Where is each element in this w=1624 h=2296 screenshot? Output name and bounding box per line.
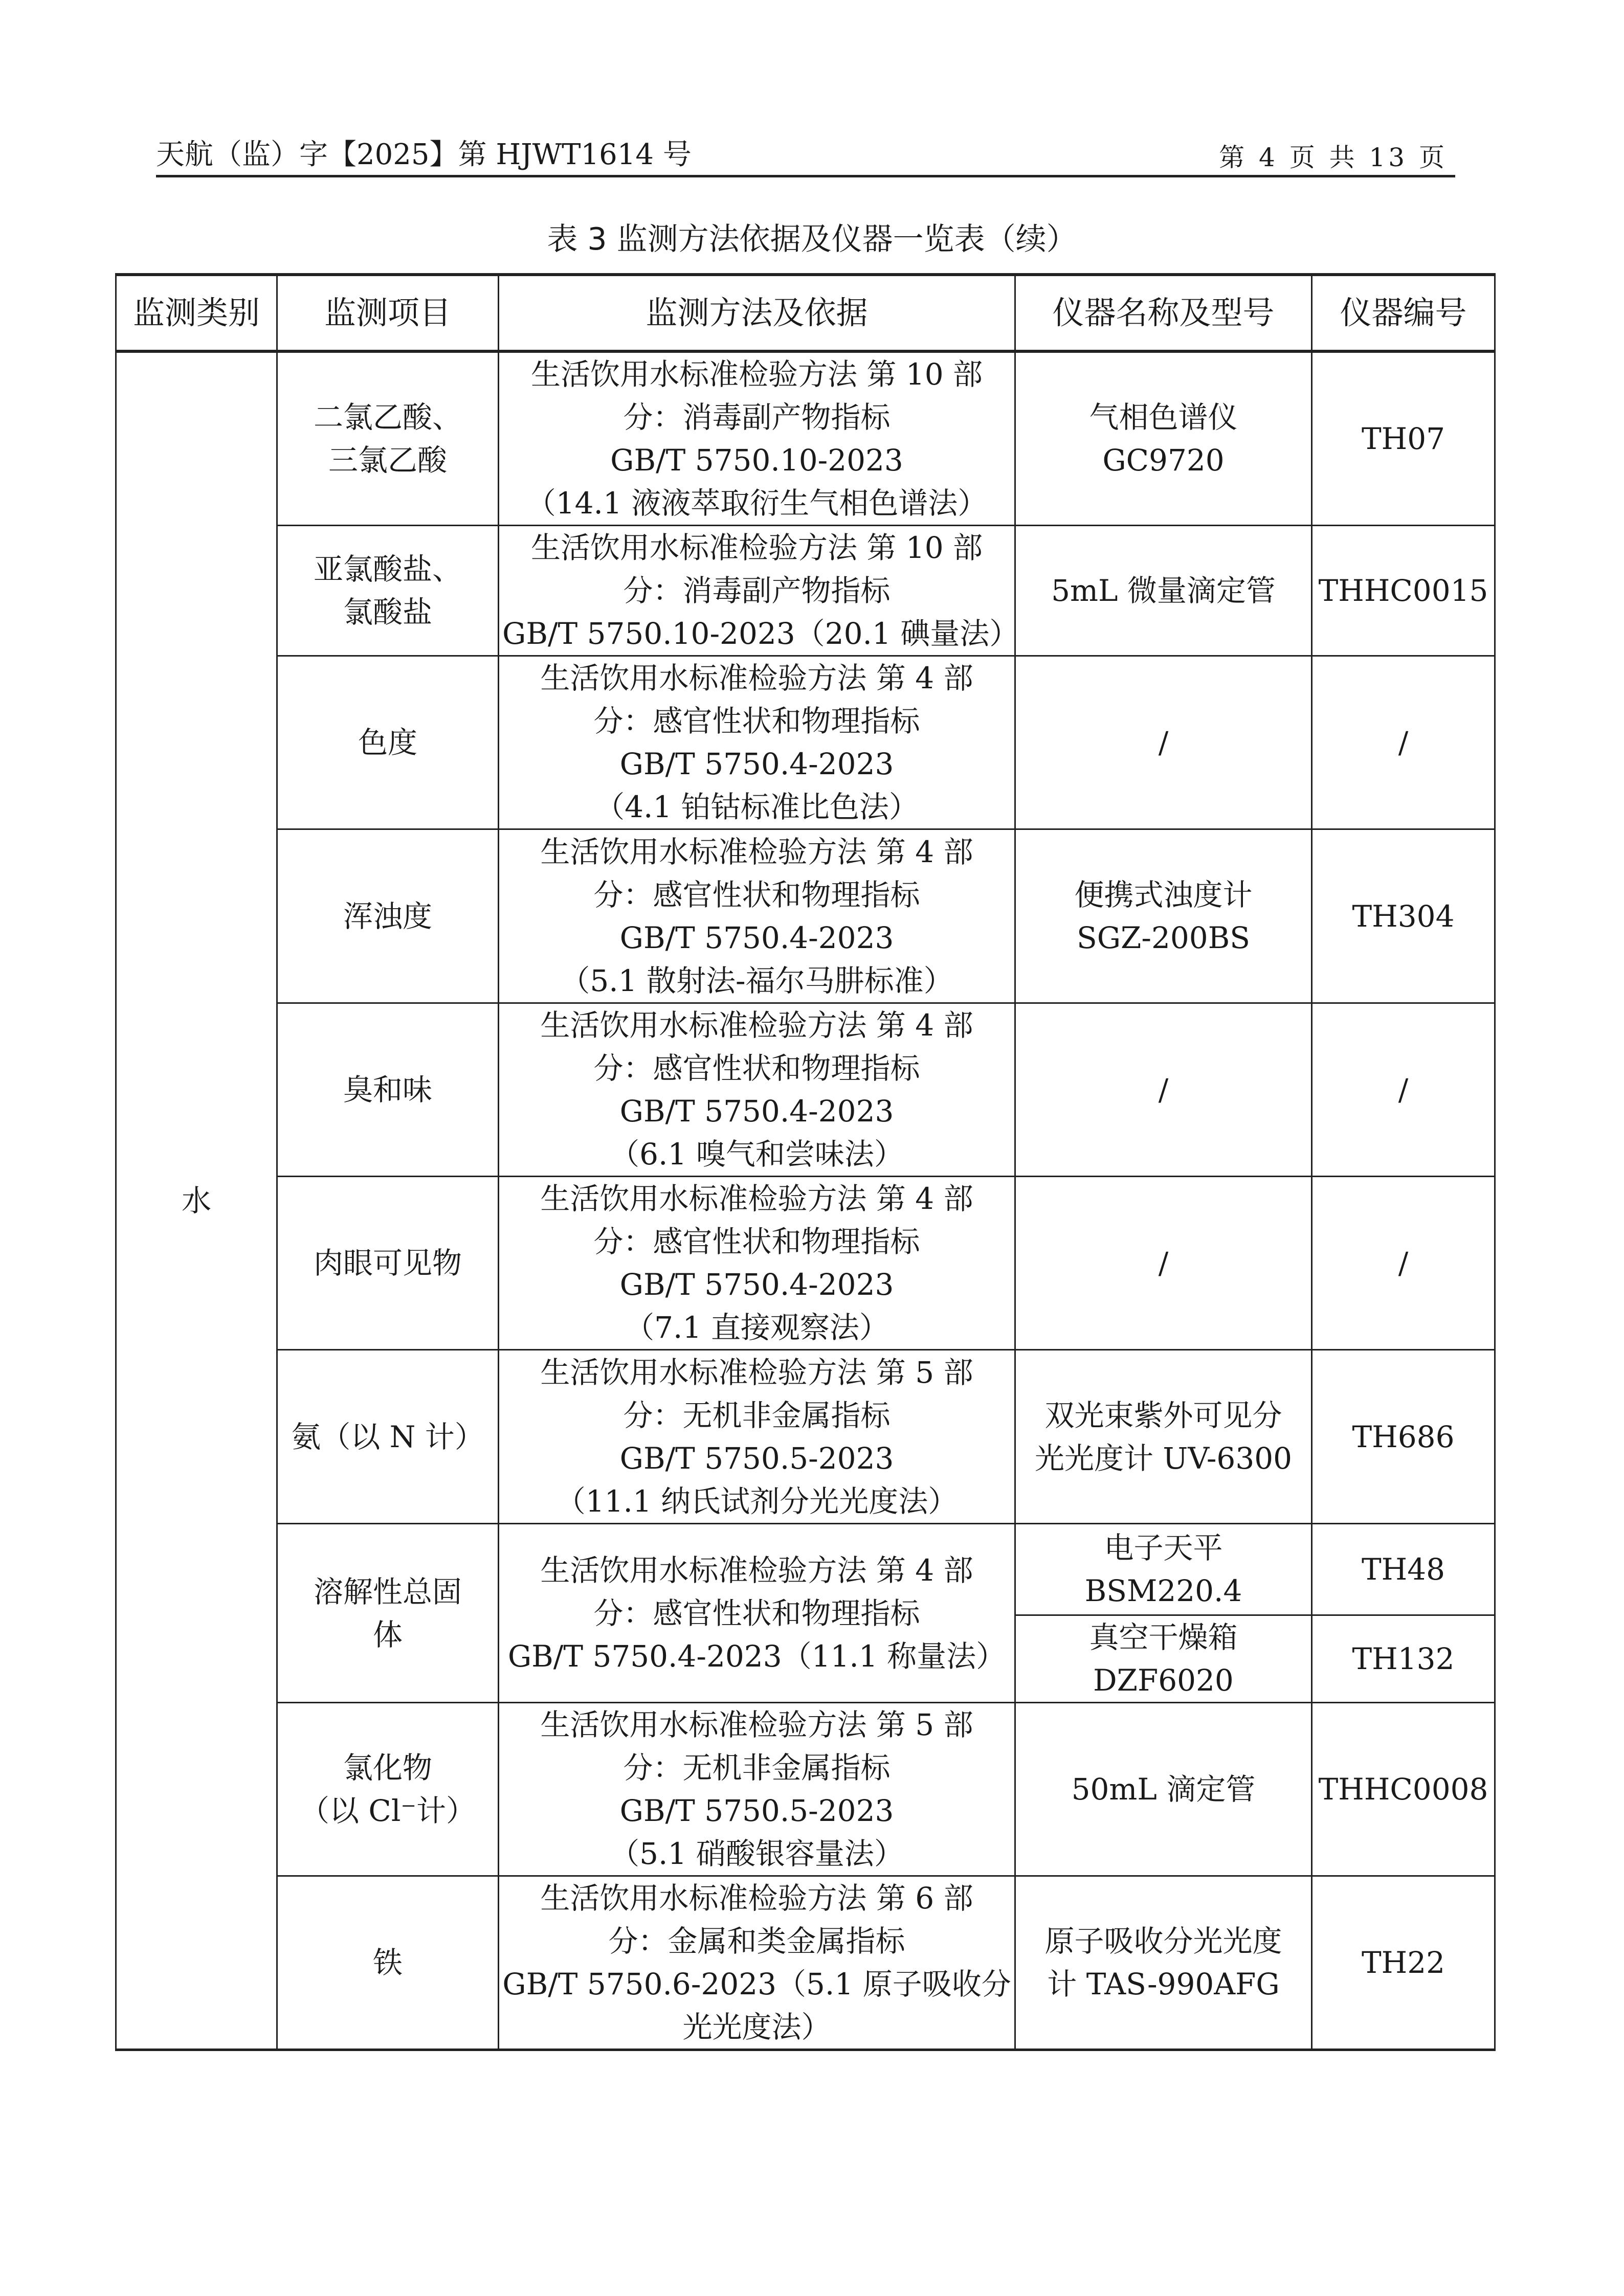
instrument-cell: 50mL 滴定管	[1015, 1703, 1312, 1876]
method-cell: 生活饮用水标准检验方法 第 4 部 分：感官性状和物理指标 GB/T 5750.4-2023 （6.1 嗅气和尝味法）	[499, 1003, 1015, 1177]
item-cell: 铁	[277, 1876, 499, 2050]
instrument-cell: /	[1015, 656, 1312, 829]
table-row	[116, 1177, 1495, 1350]
item-cell: 肉眼可见物	[277, 1177, 499, 1350]
header-divider	[156, 175, 1455, 177]
item-cell: 氯化物 （以 Cl⁻计）	[277, 1703, 499, 1876]
table-header-row	[116, 275, 1495, 351]
item-cell: 氨（以 N 计）	[277, 1350, 499, 1524]
method-cell: 生活饮用水标准检验方法 第 5 部 分：无机非金属指标 GB/T 5750.5-2023 （11.1 纳氏试剂分光光度法）	[499, 1350, 1015, 1524]
instrument-id-cell: TH07	[1312, 351, 1495, 526]
item-cell: 溶解性总固 体	[277, 1524, 499, 1703]
item-cell: 亚氯酸盐、 氯酸盐	[277, 526, 499, 656]
instrument-id-cell: /	[1312, 656, 1495, 829]
instrument-id-cell: THHC0008	[1312, 1703, 1495, 1876]
instrument-cell: 真空干燥箱 DZF6020	[1015, 1615, 1312, 1703]
column-header: 仪器名称及型号	[1015, 275, 1312, 351]
category-cell: 水	[116, 351, 277, 2050]
column-header: 监测类别	[116, 275, 277, 351]
instrument-id-cell: /	[1312, 1003, 1495, 1177]
instrument-cell: 气相色谱仪 GC9720	[1015, 351, 1312, 526]
method-cell: 生活饮用水标准检验方法 第 4 部 分：感官性状和物理指标 GB/T 5750.4-2023 （7.1 直接观察法）	[499, 1177, 1015, 1350]
method-cell: 生活饮用水标准检验方法 第 6 部 分：金属和类金属指标 GB/T 5750.6-2023（5.1 原子吸收分 光光度法）	[499, 1876, 1015, 2050]
table-row	[116, 829, 1495, 1003]
report-number: 天航（监）字【2025】第 HJWT1614 号	[156, 138, 692, 171]
instrument-id-cell: TH132	[1312, 1615, 1495, 1703]
table-row	[116, 526, 1495, 656]
instrument-cell: 电子天平 BSM220.4	[1015, 1524, 1312, 1615]
instrument-cell: 原子吸收分光光度 计 TAS-990AFG	[1015, 1876, 1312, 2050]
table-row	[116, 656, 1495, 829]
method-cell: 生活饮用水标准检验方法 第 10 部 分：消毒副产物指标 GB/T 5750.10-2023 （14.1 液液萃取衍生气相色谱法）	[499, 351, 1015, 526]
instrument-cell: /	[1015, 1177, 1312, 1350]
table-row	[116, 1003, 1495, 1177]
item-cell: 臭和味	[277, 1003, 499, 1177]
method-instrument-table	[115, 273, 1496, 2051]
instrument-id-cell: TH48	[1312, 1524, 1495, 1615]
method-cell: 生活饮用水标准检验方法 第 5 部 分：无机非金属指标 GB/T 5750.5-2023 （5.1 硝酸银容量法）	[499, 1703, 1015, 1876]
table-row	[116, 1350, 1495, 1524]
table-row	[116, 351, 1495, 526]
instrument-cell: 5mL 微量滴定管	[1015, 526, 1312, 656]
page-number: 第 4 页 共 13 页	[1219, 143, 1448, 172]
table-row	[116, 1703, 1495, 1876]
instrument-id-cell: TH304	[1312, 829, 1495, 1003]
method-cell: 生活饮用水标准检验方法 第 4 部 分：感官性状和物理指标 GB/T 5750.4-2023（11.1 称量法）	[499, 1524, 1015, 1703]
method-cell: 生活饮用水标准检验方法 第 4 部 分：感官性状和物理指标 GB/T 5750.4-2023 （5.1 散射法-福尔马肼标准）	[499, 829, 1015, 1003]
column-header: 仪器编号	[1312, 275, 1495, 351]
method-cell: 生活饮用水标准检验方法 第 10 部 分：消毒副产物指标 GB/T 5750.10-2023（20.1 碘量法）	[499, 526, 1015, 656]
instrument-cell: 双光束紫外可见分 光光度计 UV-6300	[1015, 1350, 1312, 1524]
item-cell: 色度	[277, 656, 499, 829]
instrument-cell: /	[1015, 1003, 1312, 1177]
item-cell: 二氯乙酸、 三氯乙酸	[277, 351, 499, 526]
table-row	[116, 1876, 1495, 2050]
column-header: 监测项目	[277, 275, 499, 351]
column-header: 监测方法及依据	[499, 275, 1015, 351]
instrument-id-cell: TH686	[1312, 1350, 1495, 1524]
table-row	[116, 1524, 1495, 1615]
instrument-id-cell: THHC0015	[1312, 526, 1495, 656]
method-cell: 生活饮用水标准检验方法 第 4 部 分：感官性状和物理指标 GB/T 5750.4-2023 （4.1 铂钴标准比色法）	[499, 656, 1015, 829]
instrument-id-cell: /	[1312, 1177, 1495, 1350]
instrument-cell: 便携式浊度计 SGZ-200BS	[1015, 829, 1312, 1003]
table-title: 表 3 监测方法依据及仪器一览表（续）	[547, 221, 1077, 257]
item-cell: 浑浊度	[277, 829, 499, 1003]
instrument-id-cell: TH22	[1312, 1876, 1495, 2050]
